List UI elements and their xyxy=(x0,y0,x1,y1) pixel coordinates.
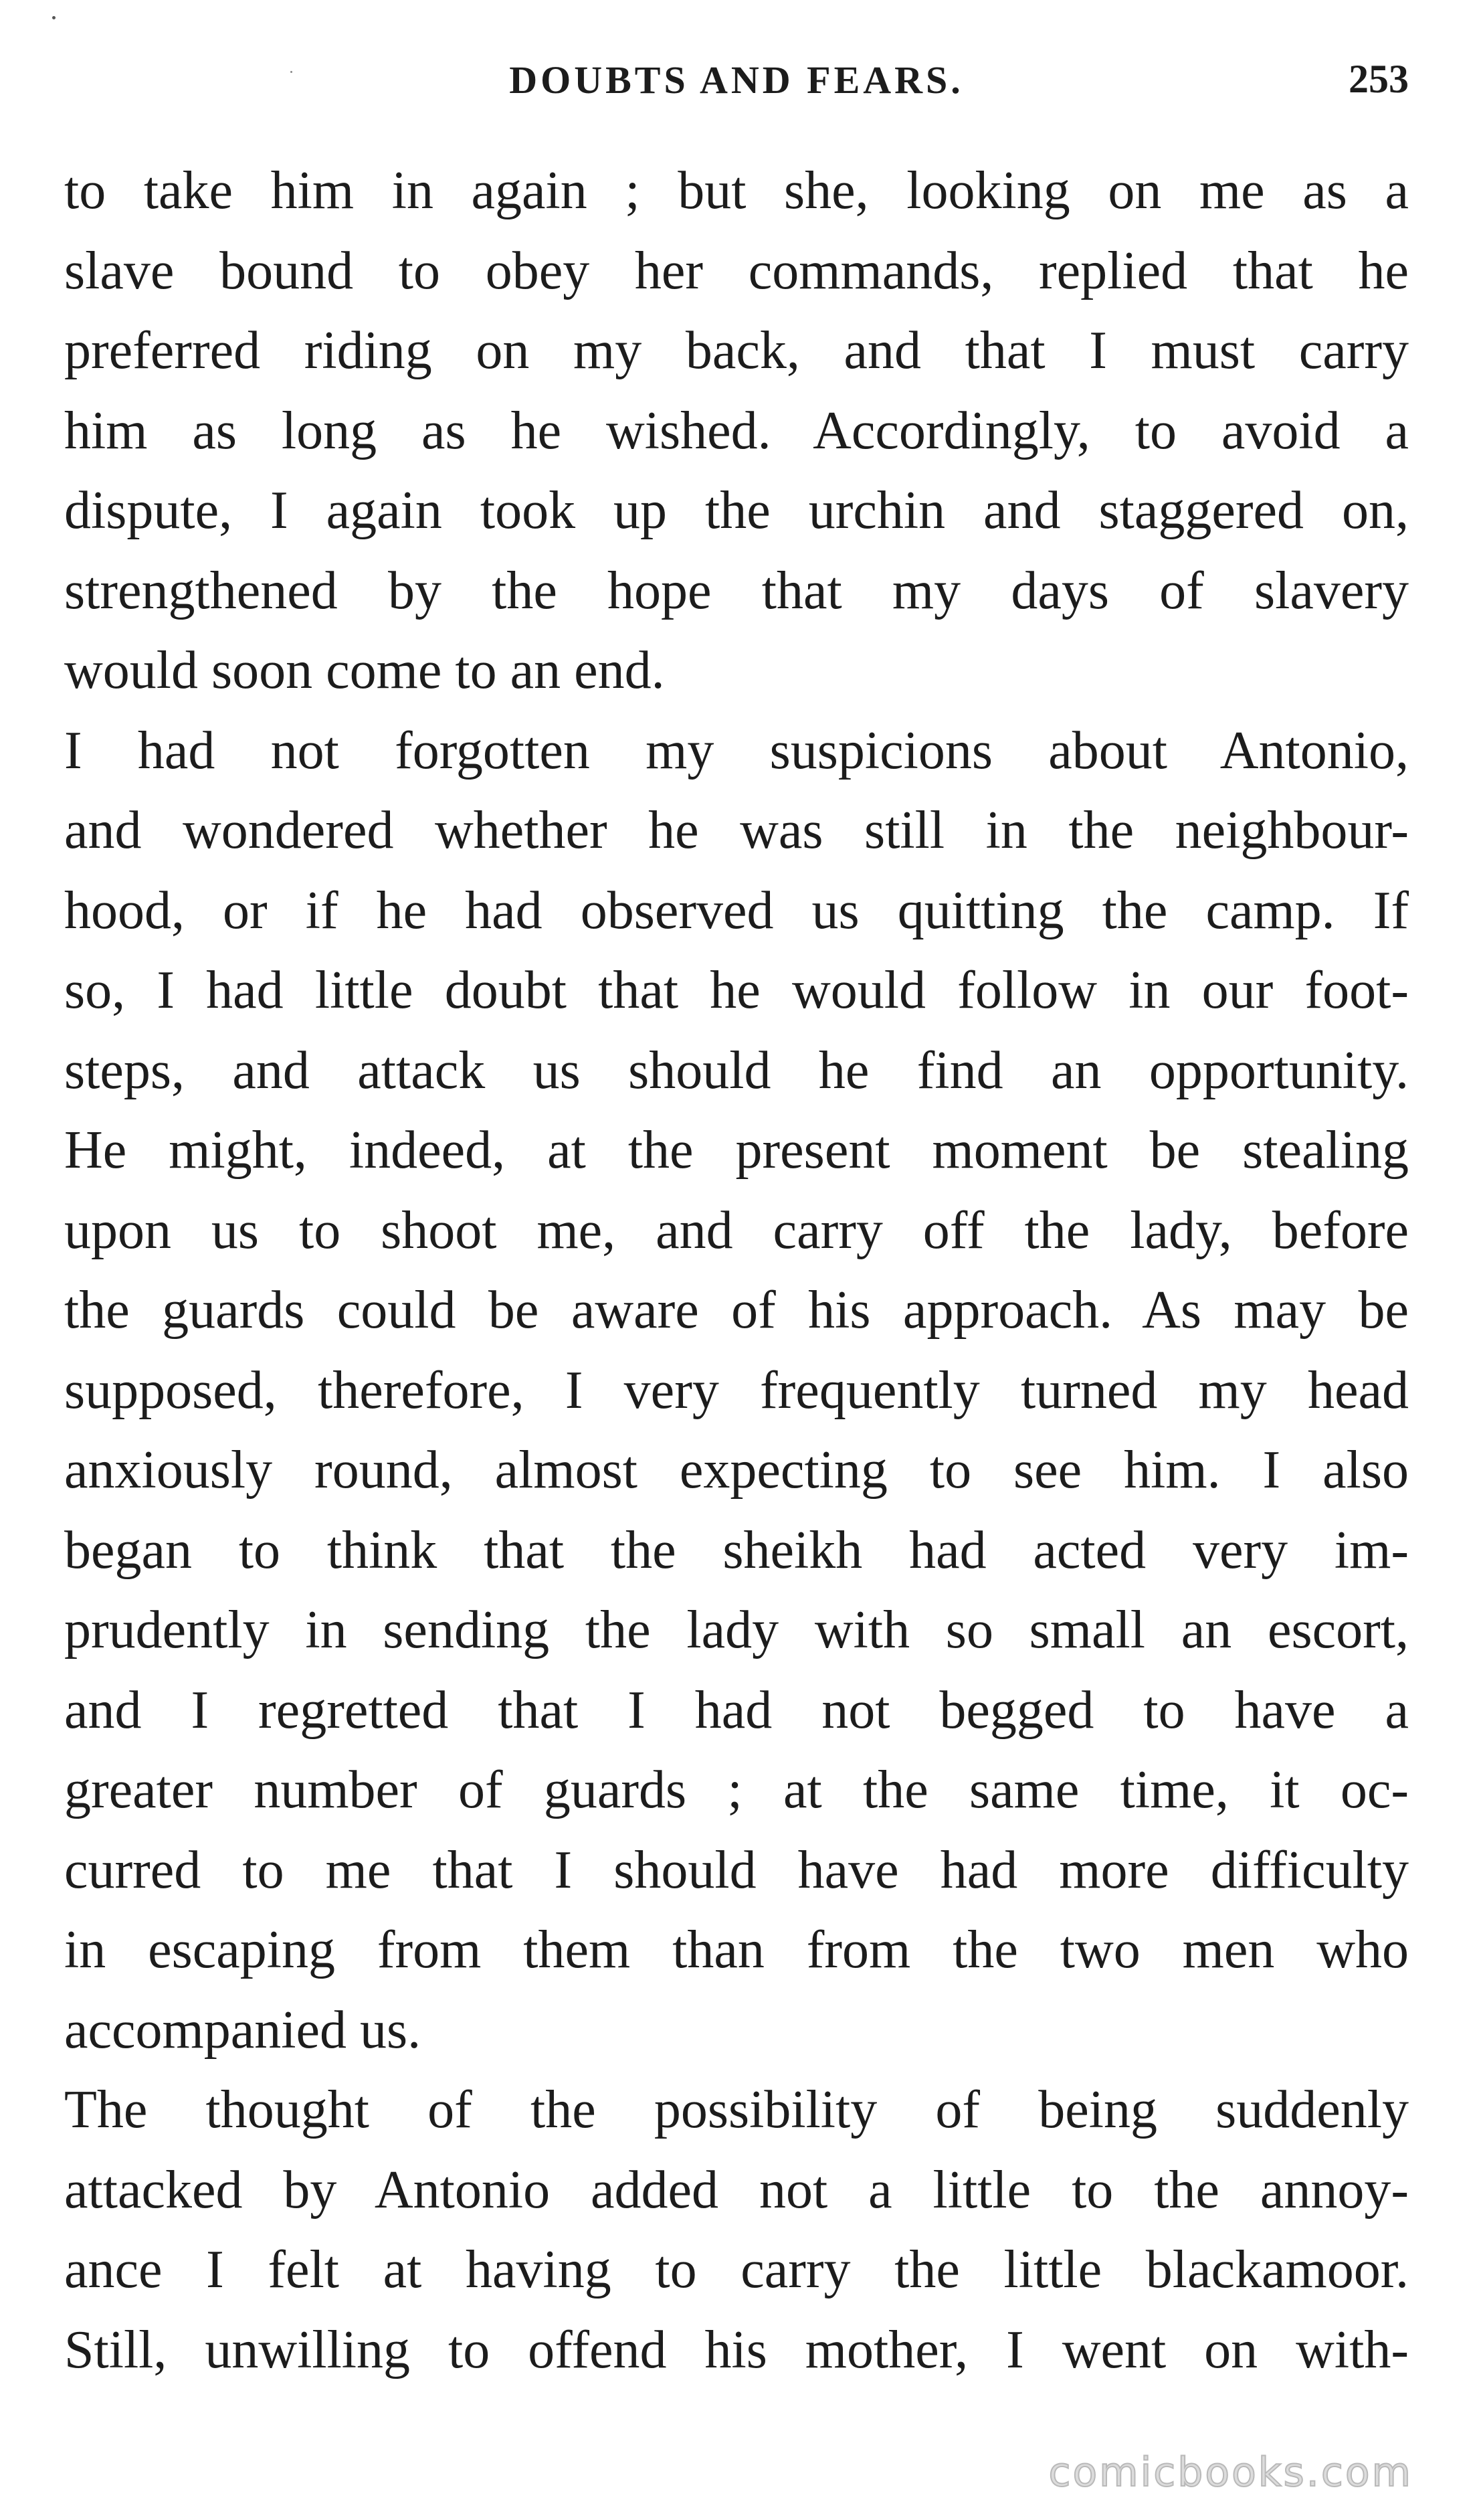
text-line: curred to me that I should have had more difficulty xyxy=(64,1840,1409,1900)
text-line: hood, or if he had observed us quitting the camp. If xyxy=(64,881,1409,940)
page-number: 253 xyxy=(1349,57,1409,101)
text-line: prudently in sending the lady with so small an escort, xyxy=(64,1601,1409,1659)
text-line: would soon come to an end. xyxy=(64,641,665,700)
text-line: and I regretted that I had not begged to have a xyxy=(64,1680,1409,1740)
text-line: to take him in again ; but she, looking on me as a xyxy=(64,161,1409,220)
text-line: preferred riding on my back, and that I must carry xyxy=(64,321,1409,380)
text-line: ance I felt at having to carry the little blackamoor. xyxy=(64,2240,1409,2299)
text-line: in escaping from them than from the two men who xyxy=(64,1920,1409,1979)
text-line: dispute, I again took up the urchin and staggered on, xyxy=(64,481,1409,540)
text-line: strengthened by the hope that my days of slavery xyxy=(64,561,1409,620)
chapter-running-title: DOUBTS AND FEARS. xyxy=(509,58,964,102)
text-line: so, I had little doubt that he would follow in our foot- xyxy=(64,961,1409,1020)
text-line: Still, unwilling to offend his mother, I went on with- xyxy=(64,2320,1409,2379)
text-line: him as long as he wished. Accordingly, to avoid a xyxy=(64,401,1409,460)
text-line: steps, and attack us should he find an opportunity. xyxy=(64,1041,1409,1100)
text-line: slave bound to obey her commands, replied that he xyxy=(64,241,1409,300)
text-line: and wondered whether he was still in the neighbour- xyxy=(64,801,1409,860)
text-line: anxiously round, almost expecting to see him. I also xyxy=(64,1441,1409,1500)
running-head xyxy=(64,58,1409,111)
text-line: greater number of guards ; at the same time, it oc- xyxy=(64,1761,1409,1819)
text-line: attacked by Antonio added not a little to the annoy- xyxy=(64,2160,1409,2220)
text-line: supposed, therefore, I very frequently turned my head xyxy=(64,1360,1409,1420)
body-text xyxy=(64,151,1409,2390)
text-line: The thought of the possibility of being suddenly xyxy=(64,2080,1409,2139)
text-line: began to think that the sheikh had acted very im- xyxy=(64,1520,1409,1580)
text-line: upon us to shoot me, and carry off the lady, before xyxy=(64,1200,1409,1260)
watermark-text: comicbooks.com xyxy=(1048,2449,1413,2496)
text-line: I had not forgotten my suspicions about Antonio, xyxy=(64,721,1409,780)
text-line: He might, indeed, at the present moment be stealing xyxy=(64,1121,1409,1180)
ink-speck xyxy=(52,16,56,19)
text-line: the guards could be aware of his approach. As may be xyxy=(64,1281,1409,1340)
text-line: accompanied us. xyxy=(64,2000,421,2060)
